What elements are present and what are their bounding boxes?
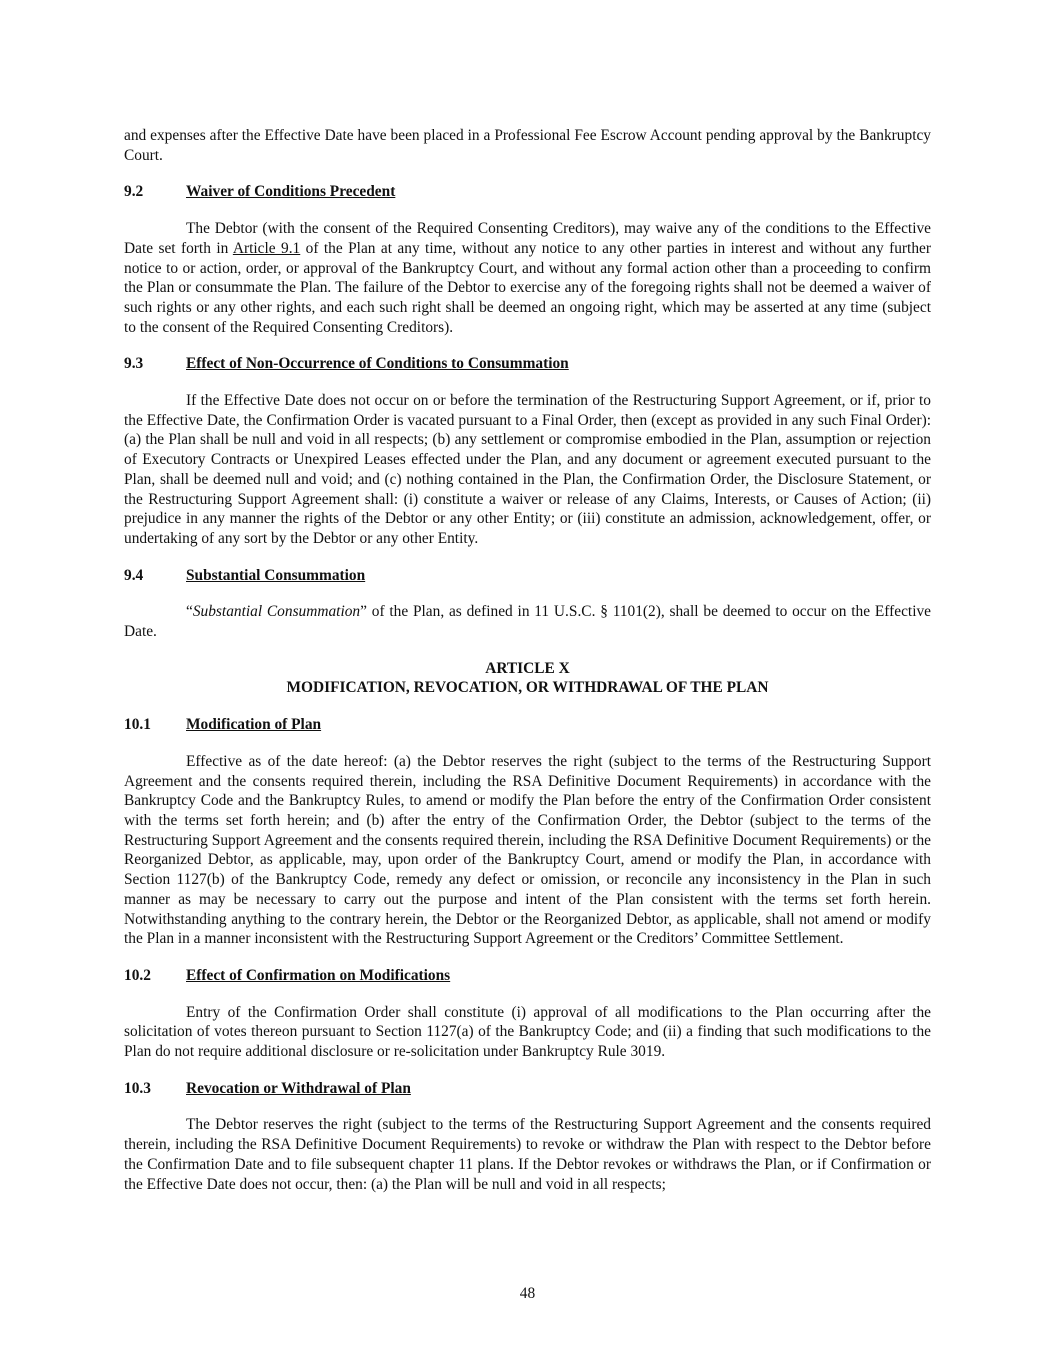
section-9-2-text-a: The Debtor (with the consent of the Required Consenting Creditors), may waive any of the conditions to the Effective Date set forth in (124, 220, 931, 257)
section-number: 9.3 (124, 355, 144, 373)
continuation-paragraph: and expenses after the Effective Date have been placed in a Professional Fee Escrow Account pending approval by the Bankruptcy Court. (124, 127, 931, 164)
section-heading-10-2 (124, 966, 931, 986)
section-9-3-body: If the Effective Date does not occur on or before the termination of the Restructuring Support Agreement, or if, prior to the Effective Date, the Confirmation Order is vacated pursuant to a Final Order, then (except as provided in any such Final Order): (a) the Plan shall be null and void in all respects; (b) any settlement or compromise embodied in the Plan, assumption or rejection of Executory Contracts or Unexpired Leases effected under the Plan, and any document or agreement executed pursuant to the Plan, shall be deemed null and void; and (c) nothing contained in the Plan, the Confirmation Order, the Disclosure Statement, or the Restructuring Support Agreement shall: (i) constitute a waiver or release of any Claims, Interests, or Causes of Action; (ii) prejudice in any manner the rights of the Debtor or any other Entity; or (iii) constitute an admission, acknowledgement, offer, or undertaking of any sort by the Debtor or any other Entity. (124, 392, 931, 547)
section-number: 10.3 (124, 1079, 151, 1097)
page-number: 48 (519, 1285, 536, 1302)
section-title: Effect of Non-Occurrence of Conditions to Consummation (186, 355, 569, 373)
section-10-3-body: The Debtor reserves the right (subject to the terms of the Restructuring Support Agreement and the consents required therein, including the RSA Definitive Document Requirements) to revoke or withdraw the Plan with respect to the Debtor before the Confirmation Date and to file subsequent chapter 11 plans. If the Debtor revokes or withdraws the Plan, or if Confirmation or the Effective Date does not occur, then: (a) the Plan will be null and void in all respects; (124, 1116, 931, 1193)
defined-term: Substantial Consummation (192, 603, 361, 621)
open-quote: “ (186, 603, 193, 621)
section-title: Modification of Plan (186, 716, 322, 734)
section-10-1-body: Effective as of the date hereof: (a) the Debtor reserves the right (subject to the terms of the Restructuring Support Agreement and the consents required therein, including the RSA Definitive Document Requirements) in accordance with the Bankruptcy Code and the Bankruptcy Rules, to amend or modify the Plan before the entry of the Confirmation Order consistent with the terms set forth herein; and (b) after the entry of the Confirmation Order, the Debtor (subject to the terms of the Restructuring Support Agreement and the consents required therein, including the RSA Definitive Document Requirements) or the Reorganized Debtor, as applicable, may, upon order of the Bankruptcy Court, amend or modify the Plan, in accordance with Section 1127(b) of the Bankruptcy Code, remedy any defect or omission, or reconcile any inconsistency in the Plan in such manner as may be necessary to carry out the purpose and intent of the Plan consistent with the terms set forth herein. Notwithstanding anything to the contrary herein, the Debtor or the Reorganized Debtor, as applicable, shall not amend or modify the Plan in a manner inconsistent with the Restructuring Support Agreement or the Creditors’ Committee Settlement. (124, 752, 931, 948)
article-title: MODIFICATION, REVOCATION, OR WITHDRAWAL OF THE PLAN (286, 679, 769, 697)
section-heading-10-1 (124, 715, 931, 735)
document-page (124, 126, 931, 1194)
section-10-2-body: Entry of the Confirmation Order shall constitute (i) approval of all modifications to the Plan occurring after the solicitation of votes thereon pursuant to Section 1127(a) of the Bankruptcy Code; and (ii) a finding that such modifications to the Plan do not require additional disclosure or re-solicitation under Bankruptcy Rule 3019. (124, 1003, 931, 1061)
section-number: 9.2 (124, 183, 144, 201)
section-9-4-body (124, 602, 931, 641)
section-9-4-text: ” of the Plan, as defined in 11 U.S.C. § 1101(2), shall be deemed to occur on the Effective Date. (124, 603, 931, 641)
section-number: 10.1 (124, 716, 151, 734)
article-label: ARTICLE X (485, 659, 570, 677)
section-heading-9-3 (124, 354, 931, 374)
section-number: 10.2 (124, 966, 151, 984)
section-title: Revocation or Withdrawal of Plan (186, 1079, 411, 1097)
section-heading-10-3 (124, 1079, 931, 1099)
section-9-2-text-b: of the Plan at any time, without any notice to any other parties in interest and without any further notice to or action, order, or approval of the Bankruptcy Court, and without any formal action other than a proceeding to confirm the Plan or consummate the Plan. The failure of the Debtor to exercise any of the foregoing rights shall not be deemed a waiver of such rights or any other rights, and each such right shall be deemed an ongoing right, which may be asserted at any time (subject to the consent of the Required Consenting Creditors). (124, 239, 931, 336)
section-title: Waiver of Conditions Precedent (186, 183, 396, 201)
section-title: Substantial Consummation (186, 566, 366, 584)
article-heading (124, 659, 931, 698)
section-heading-9-4 (124, 566, 931, 586)
section-heading-9-2 (124, 182, 931, 202)
article-9-1-reference: Article 9.1 (232, 239, 301, 257)
section-title: Effect of Confirmation on Modifications (186, 966, 451, 984)
section-number: 9.4 (124, 566, 144, 584)
section-9-2-body (124, 219, 931, 337)
